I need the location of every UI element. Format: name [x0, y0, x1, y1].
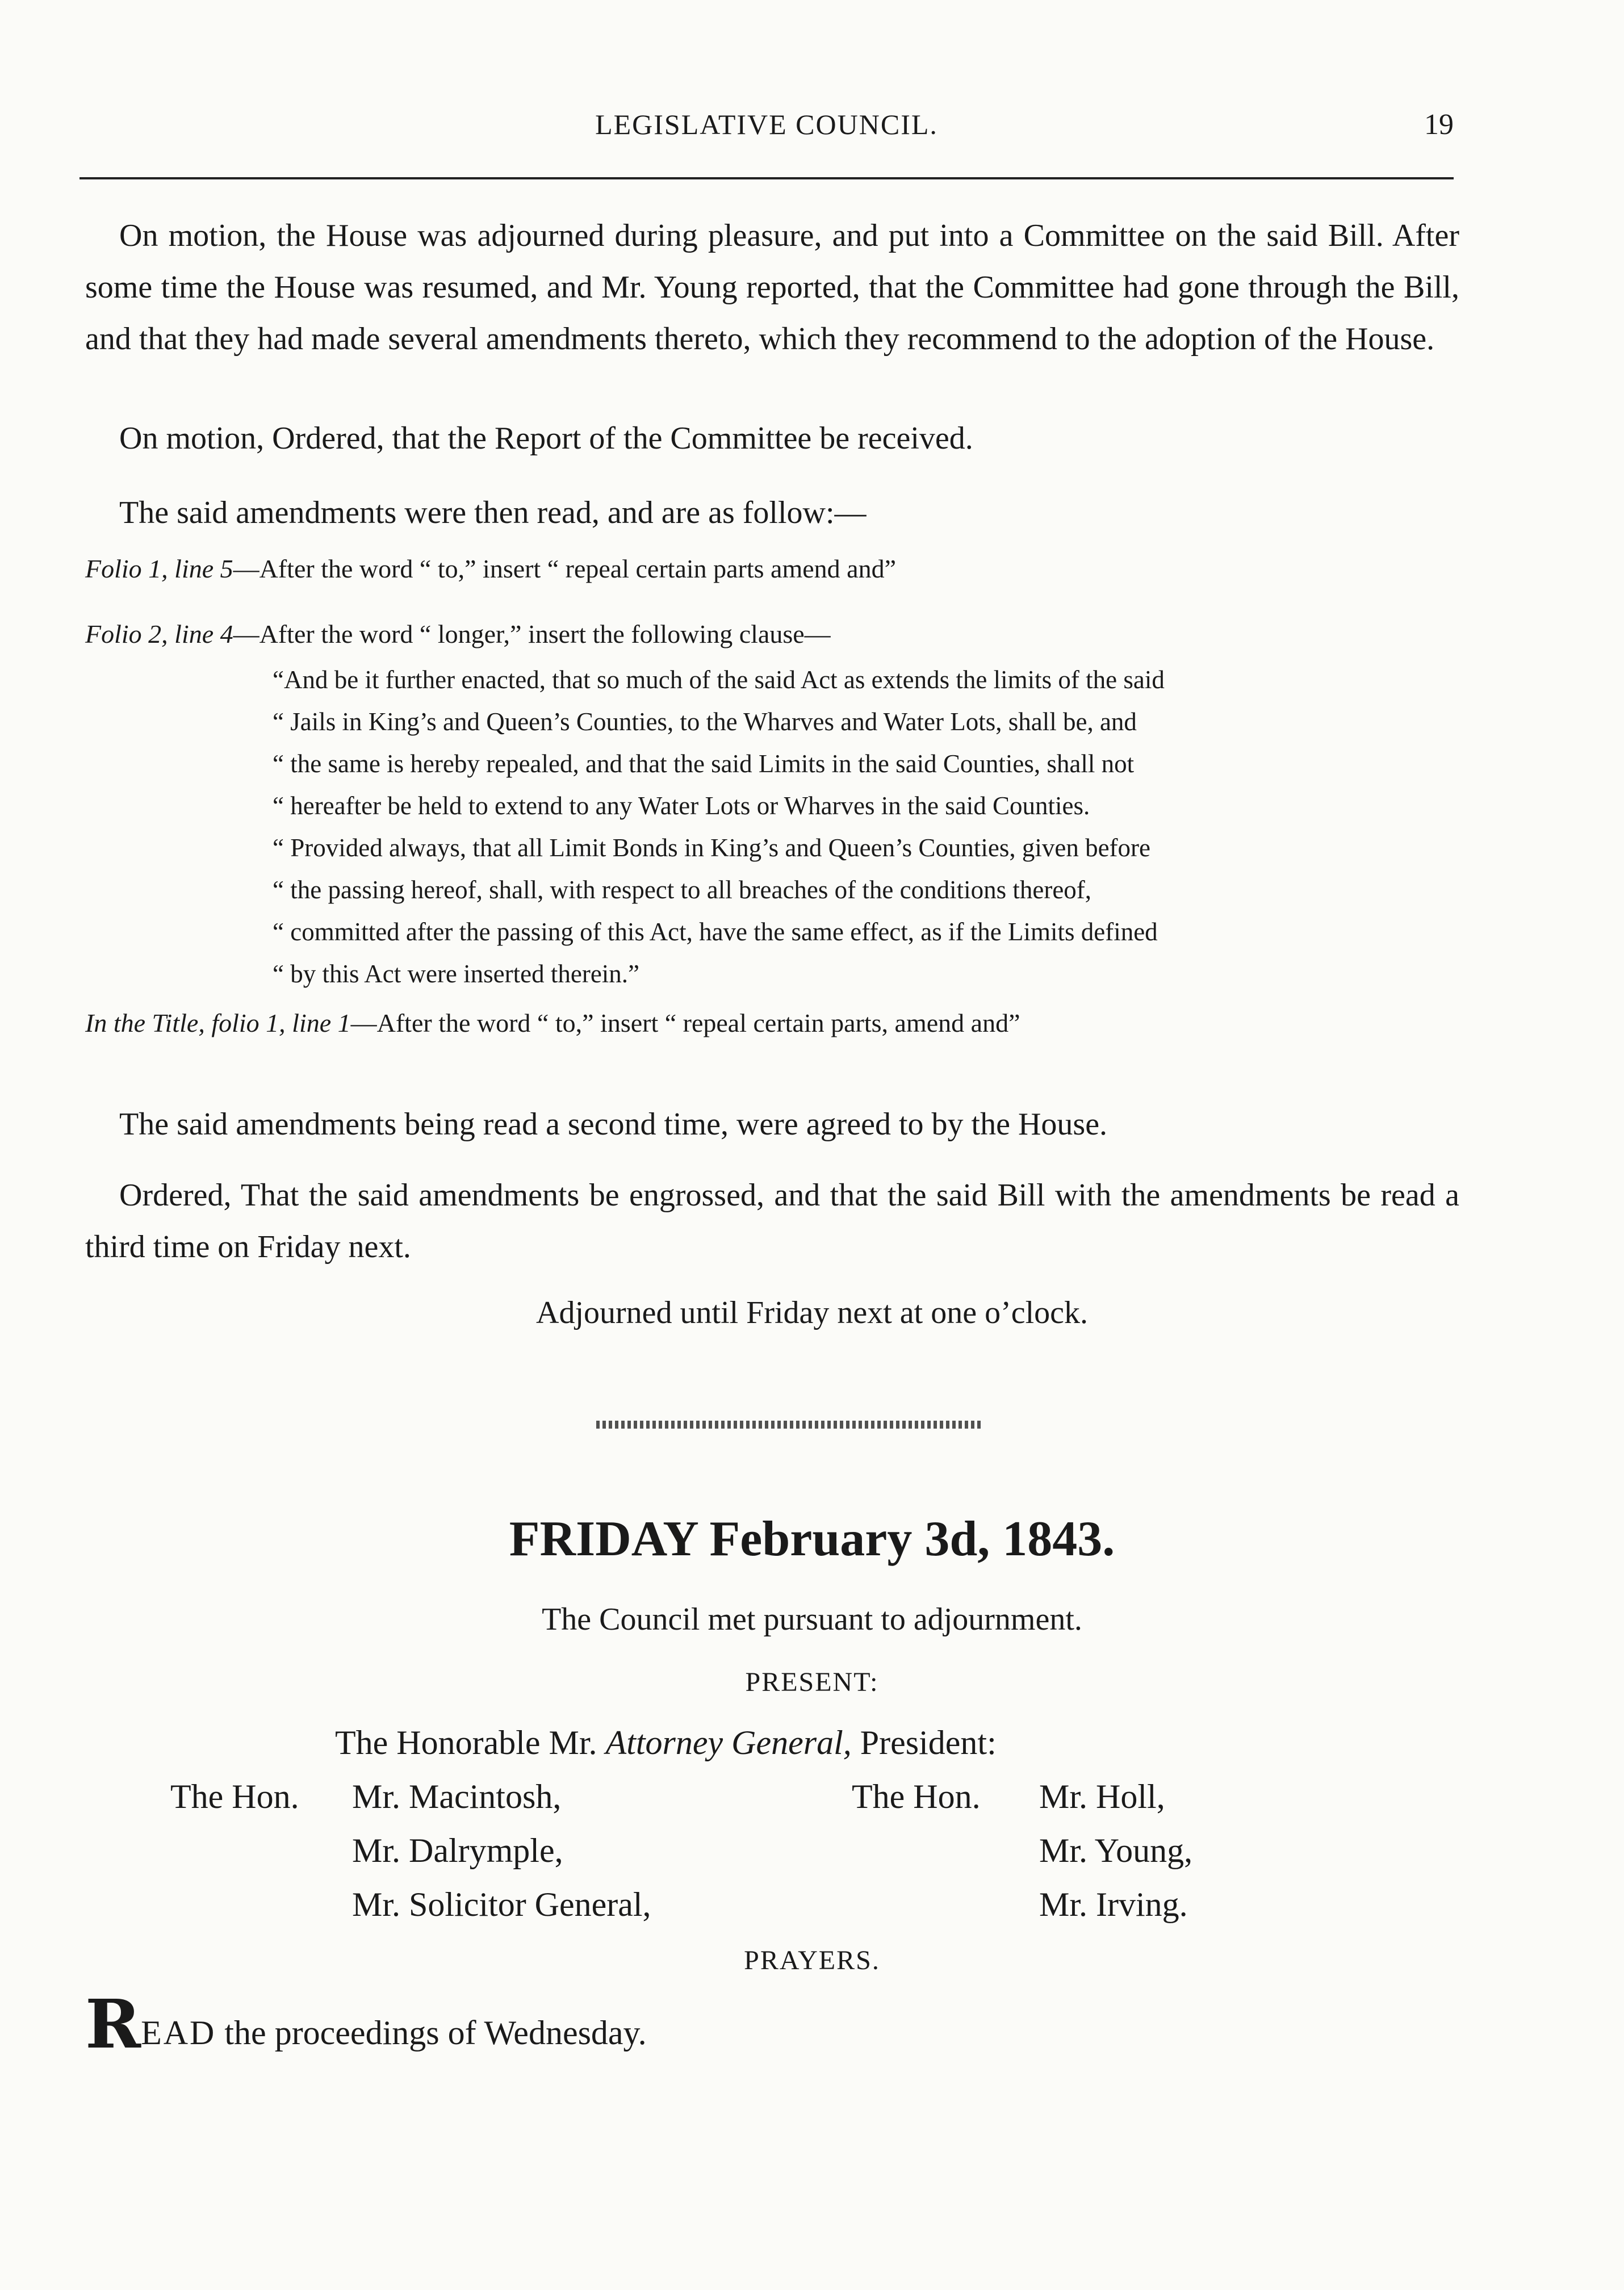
- paragraph-amendments-read: The said amendments were then read, and are as follow:—: [119, 495, 867, 530]
- session-dateline: FRIDAY February 3d, 1843.: [509, 1512, 1115, 1567]
- prayers-heading: PRAYERS.: [744, 1945, 880, 1975]
- member-left-2: Mr. Dalrymple,: [352, 1832, 563, 1869]
- paragraph-second-reading: The said amendments being read a second time, were agreed to by the House.: [119, 1107, 1108, 1142]
- clause-line: “ Jails in King’s and Queen’s Counties, to the Wharves and Water Lots, shall be, and: [273, 707, 1137, 736]
- paragraph-engrossed: Ordered, That the said amendments be engrossed, and that the said Bill with the amendments be read a third time on Friday next.: [85, 1178, 1459, 1265]
- amendment-3-text: —After the word “ to,” insert “ repeal certain parts, amend and”: [350, 1008, 1020, 1037]
- president-name: Attorney General,: [605, 1724, 852, 1761]
- read-rest: the proceedings of Wednesday.: [224, 2014, 647, 2052]
- amendment-2: [85, 619, 1459, 649]
- amendment-1-ref: Folio 1, line 5: [85, 554, 233, 583]
- member-right-2: Mr. Young,: [1039, 1832, 1193, 1869]
- read-proceedings-line: [85, 1985, 1459, 2063]
- clause-line: “ hereafter be held to extend to any Water Lots or Wharves in the said Counties.: [273, 792, 1090, 820]
- amendment-2-ref: Folio 2, line 4: [85, 619, 233, 648]
- president-suffix: President:: [860, 1724, 997, 1761]
- president-prefix: The Honorable Mr.: [335, 1724, 597, 1761]
- president-line: [335, 1723, 997, 1762]
- clause-line: “ the same is hereby repealed, and that the said Limits in the said Counties, shall not: [273, 750, 1135, 778]
- clause-line: “And be it further enacted, that so much of the said Act as extends the limits of the said: [273, 665, 1165, 694]
- council-met-line: The Council met pursuant to adjournment.: [542, 1602, 1082, 1637]
- left-hon-prefix: The Hon.: [170, 1778, 299, 1815]
- ornamental-divider: [596, 1421, 982, 1429]
- amendment-3: [85, 1008, 1459, 1038]
- amendment-3-ref: In the Title, folio 1, line 1: [85, 1008, 351, 1037]
- paragraph-report-received: On motion, Ordered, that the Report of the Committee be received.: [119, 421, 973, 456]
- clause-line: “ committed after the passing of this Act, have the same effect, as if the Limits defined: [273, 918, 1158, 946]
- paragraph-committee: On motion, the House was adjourned during pleasure, and put into a Committee on the said Bill. After some time the House was resumed, and Mr. Young reported, that the Committee had gone through the Bill, and that they had made several amendments thereto, which they recommend to the adoption of the House.: [85, 218, 1459, 357]
- amendment-2-text: —After the word “ longer,” insert the following clause—: [233, 619, 831, 648]
- member-left-1: Mr. Macintosh,: [352, 1778, 562, 1815]
- header-rule: [79, 177, 1454, 179]
- page-header: [79, 102, 1454, 148]
- amendment-1: [85, 554, 1459, 584]
- member-right-3: Mr. Irving.: [1039, 1886, 1188, 1923]
- read-word: EAD: [141, 2014, 216, 2052]
- present-heading: PRESENT:: [745, 1667, 879, 1697]
- clause-line: “ the passing hereof, shall, with respect to all breaches of the conditions thereof,: [273, 876, 1092, 904]
- clause-line: “ Provided always, that all Limit Bonds in King’s and Queen’s Counties, given before: [273, 834, 1150, 862]
- amendment-1-text: —After the word “ to,” insert “ repeal certain parts amend and”: [233, 554, 897, 583]
- quoted-clause: [273, 659, 1459, 995]
- page-number: 19: [1424, 108, 1454, 141]
- member-left-3: Mr. Solicitor General,: [352, 1886, 651, 1923]
- right-hon-prefix: The Hon.: [852, 1778, 981, 1815]
- running-head: LEGISLATIVE COUNCIL.: [595, 108, 938, 140]
- drop-cap: R: [85, 1985, 141, 2063]
- clause-line: “ by this Act were inserted therein.”: [273, 960, 640, 988]
- adjourned-line: Adjourned until Friday next at one o’clock.: [536, 1295, 1088, 1330]
- member-right-1: Mr. Holl,: [1039, 1778, 1165, 1815]
